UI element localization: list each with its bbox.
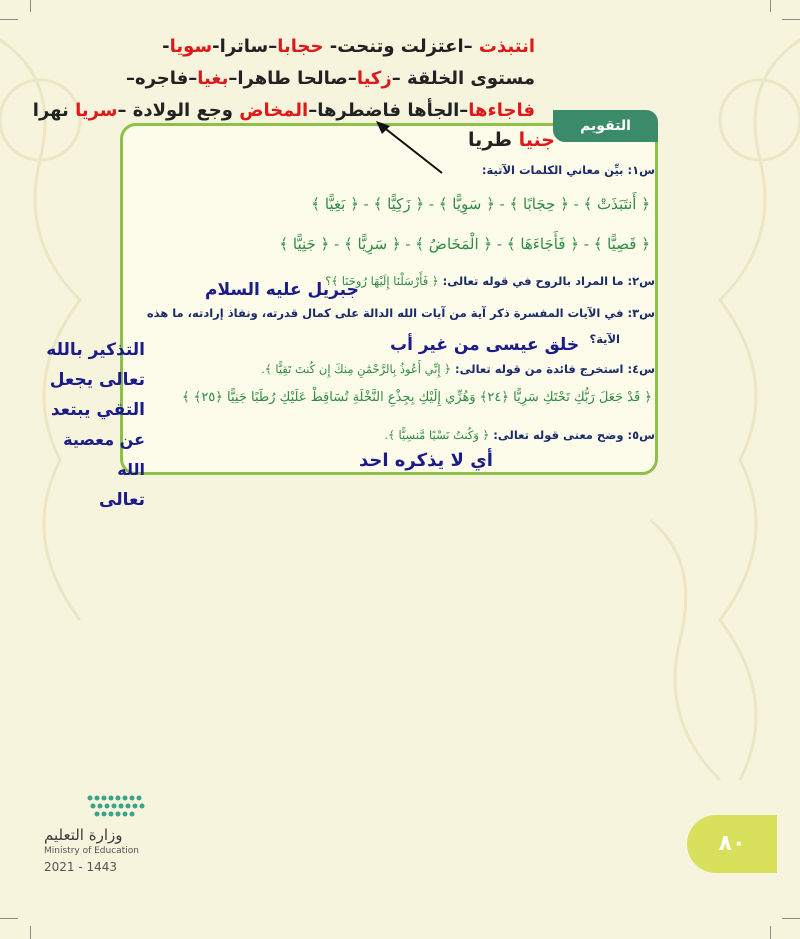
crop-mark [782, 918, 800, 919]
annotation-segment: فاجاءها [468, 100, 535, 121]
crop-mark [782, 19, 800, 20]
question-2 [325, 274, 655, 288]
annotation-segment: –الجأها [401, 100, 469, 121]
side-note-line: التذكير بالله [46, 340, 145, 360]
page-number: ٨٠ [687, 815, 777, 873]
question-4 [261, 362, 655, 376]
annotation-line-1 [162, 32, 535, 62]
ministry-dots-icon [85, 790, 155, 820]
question-3-line-2: الآية؟ [589, 332, 620, 346]
annotation-segment: سويا [169, 36, 213, 57]
crop-mark [30, 926, 31, 939]
annotation-segment: –صالحا طاهرا– [228, 68, 357, 89]
annotation-segment: مستوى الخلقة – [391, 68, 535, 89]
annotation-segment: –فاجره– [125, 68, 198, 89]
question-5 [384, 428, 655, 442]
annotation-line-2 [126, 64, 535, 94]
annotation-segment: بغيا [197, 68, 229, 89]
annotation-segment: –ساترا- [212, 36, 278, 57]
annotation-line-3 [33, 96, 535, 126]
question-4-verse: ﴿ إِنِّي أَعُوذُ بِالرَّحْمَٰنِ مِنكَ إِن كُنتَ تَقِيًّا ﴾. [261, 362, 452, 376]
side-note-line: التقي يبتعد [50, 400, 145, 420]
ministry-name-ar: وزارة التعليم [44, 826, 123, 844]
annotation-segment: وجع الولادة – [117, 100, 240, 121]
question-2-text: س٢: ما المراد بالروح في قوله تعالى: [438, 274, 655, 288]
annotation-segment: –اعتزلت وتنحت- [323, 36, 479, 57]
crop-mark [30, 0, 31, 12]
side-note-line: عن معصية الله [63, 430, 145, 479]
question-5-verse: ﴿ وَكُنتُ نَسْيًا مَّنسِيًّا ﴾. [384, 428, 490, 442]
question-5-text: س٥: وضح معنى قوله تعالى: [489, 428, 655, 442]
annotation-segment: انتبذت [478, 36, 535, 57]
side-note [40, 335, 145, 515]
answer-2: جبريل عليه السلام [205, 280, 359, 300]
annotation-segment: المخاض [239, 100, 309, 121]
answer-3: خلق عيسى من غير أب [390, 335, 580, 355]
annotation-segment: نهرا [32, 100, 76, 121]
side-note-line: تعالى [99, 490, 145, 510]
question-3-line-1: س٣: في الآيات المفسرة ذكر آية من آيات الله الدالة على كمال قدرته، ونفاذ إرادته، ما هذه [146, 306, 655, 320]
arrow-annotation [370, 118, 450, 178]
crop-mark [0, 918, 18, 919]
annotation-segment: زكيا [356, 68, 392, 89]
annotation-segment: طريا [468, 129, 519, 151]
side-note-line: تعالى يجعل [49, 370, 145, 390]
annotation-segment: حجابا [277, 36, 324, 57]
ministry-logo [85, 790, 155, 824]
crop-mark [0, 19, 18, 20]
question-4-text: س٤: استخرج فائدة من قوله تعالى: [451, 362, 655, 376]
question-1-words-row-2: ﴿ قَصِيًّا ﴾ - ﴿ فَأَجَاءَهَا ﴾ - ﴿ الْمَخَاضُ ﴾ - ﴿ سَرِيًّا ﴾ - ﴿ جَنِيًّا ﴾ [279, 235, 650, 253]
question-1: س١: بيِّن معاني الكلمات الآتية: [481, 163, 655, 177]
question-2-verse: ﴿ فَأَرْسَلْنَا إِلَيْهَا رُوحَنَا ﴾؟ [325, 274, 439, 288]
annotation-line-4 [468, 125, 555, 155]
annotation-segment: - [162, 36, 170, 57]
section-tab: التقويم [553, 110, 658, 142]
crop-mark [770, 926, 771, 939]
annotation-segment: جنيا [518, 129, 555, 151]
question-1-words-row-1: ﴿ أَنتَبَذَتْ ﴾ - ﴿ حِجَابًا ﴾ - ﴿ سَوِيًّا ﴾ - ﴿ زَكِيًّا ﴾ - ﴿ بَغِيًّا ﴾ [311, 195, 650, 213]
ministry-name-en: Ministry of Education [44, 846, 139, 856]
ministry-year: 2021 - 1443 [44, 860, 118, 874]
annotation-segment: سريا [75, 100, 118, 121]
crop-mark [770, 0, 771, 12]
annotation-segment: فاضطرها– [308, 100, 402, 121]
question-4-verse-2: ﴿ قَدْ جَعَلَ رَبُّكِ تَحْتَكِ سَرِيًّا ﴿٢٤﴾ وَهُزِّي إِلَيْكِ بِجِذْعِ النَّخْلَةِ تُسَاقِطْ عَلَيْكِ رُطَبًا جَنِيًّا ﴿٢٥﴾ ﴾ [181, 390, 652, 405]
answer-5: أي لا يذكره احد [359, 450, 493, 471]
